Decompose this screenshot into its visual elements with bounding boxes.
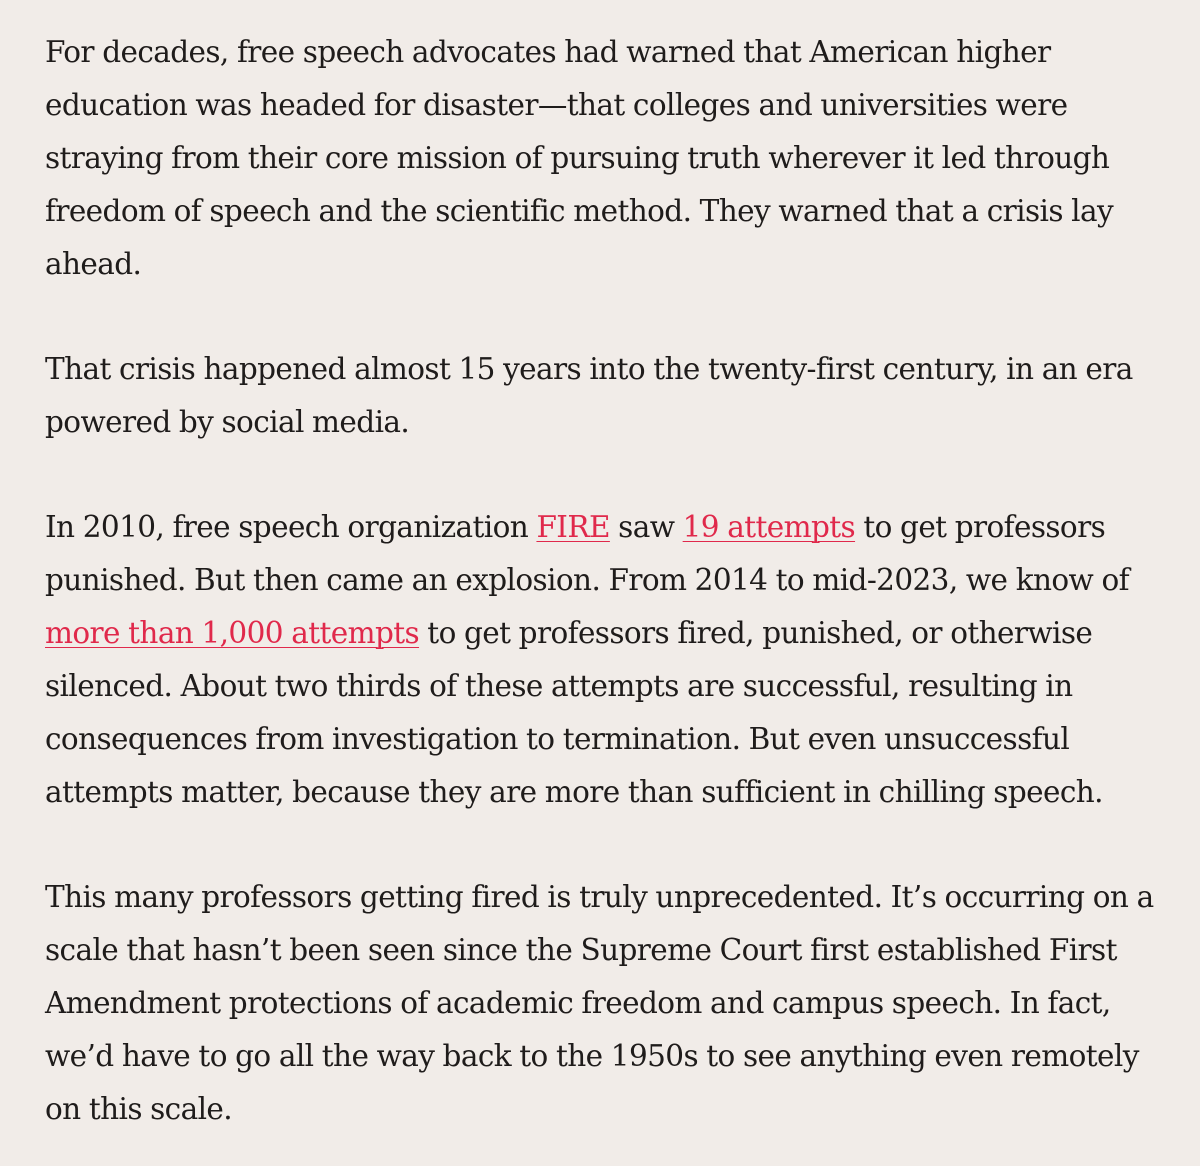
paragraph-text-segment: saw	[609, 510, 683, 544]
nineteen-attempts-link[interactable]: 19 attempts	[682, 510, 856, 544]
paragraph-decades-warning: For decades, free speech advocates had warned that American higher education was headed for disaster—that colleges and universities were straying from their core mission of pursuing truth wherever it led through freedom of speech and the scientific method. They warned that a crisis lay ahead.	[45, 35, 1114, 281]
paragraph-crisis-happened: That crisis happened almost 15 years into the twenty-first century, in an era powered by social media.	[45, 352, 1133, 439]
paragraph-fire-attempts	[45, 501, 1170, 819]
fire-link[interactable]: FIRE	[536, 510, 610, 544]
paragraph-text-segment: to get professors fired, punished, or otherwise silenced. About two thirds of these attempts are successful, resulting in consequences from investigation to termination. But even unsuccessful attempts matter, because they are more than sufficient in chilling speech.	[45, 616, 1103, 809]
paragraph-text-segment: In 2010, free speech organization	[45, 510, 537, 544]
paragraph-unprecedented: This many professors getting fired is truly unprecedented. It’s occurring on a scale that hasn’t been seen since the Supreme Court first established First Amendment protections of academic freedom and campus speech. In fact, we’d have to go all the way back to the 1950s to see anything even remotely on this scale.	[45, 880, 1154, 1126]
more-than-1000-attempts-link[interactable]: more than 1,000 attempts	[45, 616, 420, 650]
paragraph-text-segment: to get professors punished. But then came an explosion. From 2014 to mid-2023, we know of	[45, 510, 1129, 597]
